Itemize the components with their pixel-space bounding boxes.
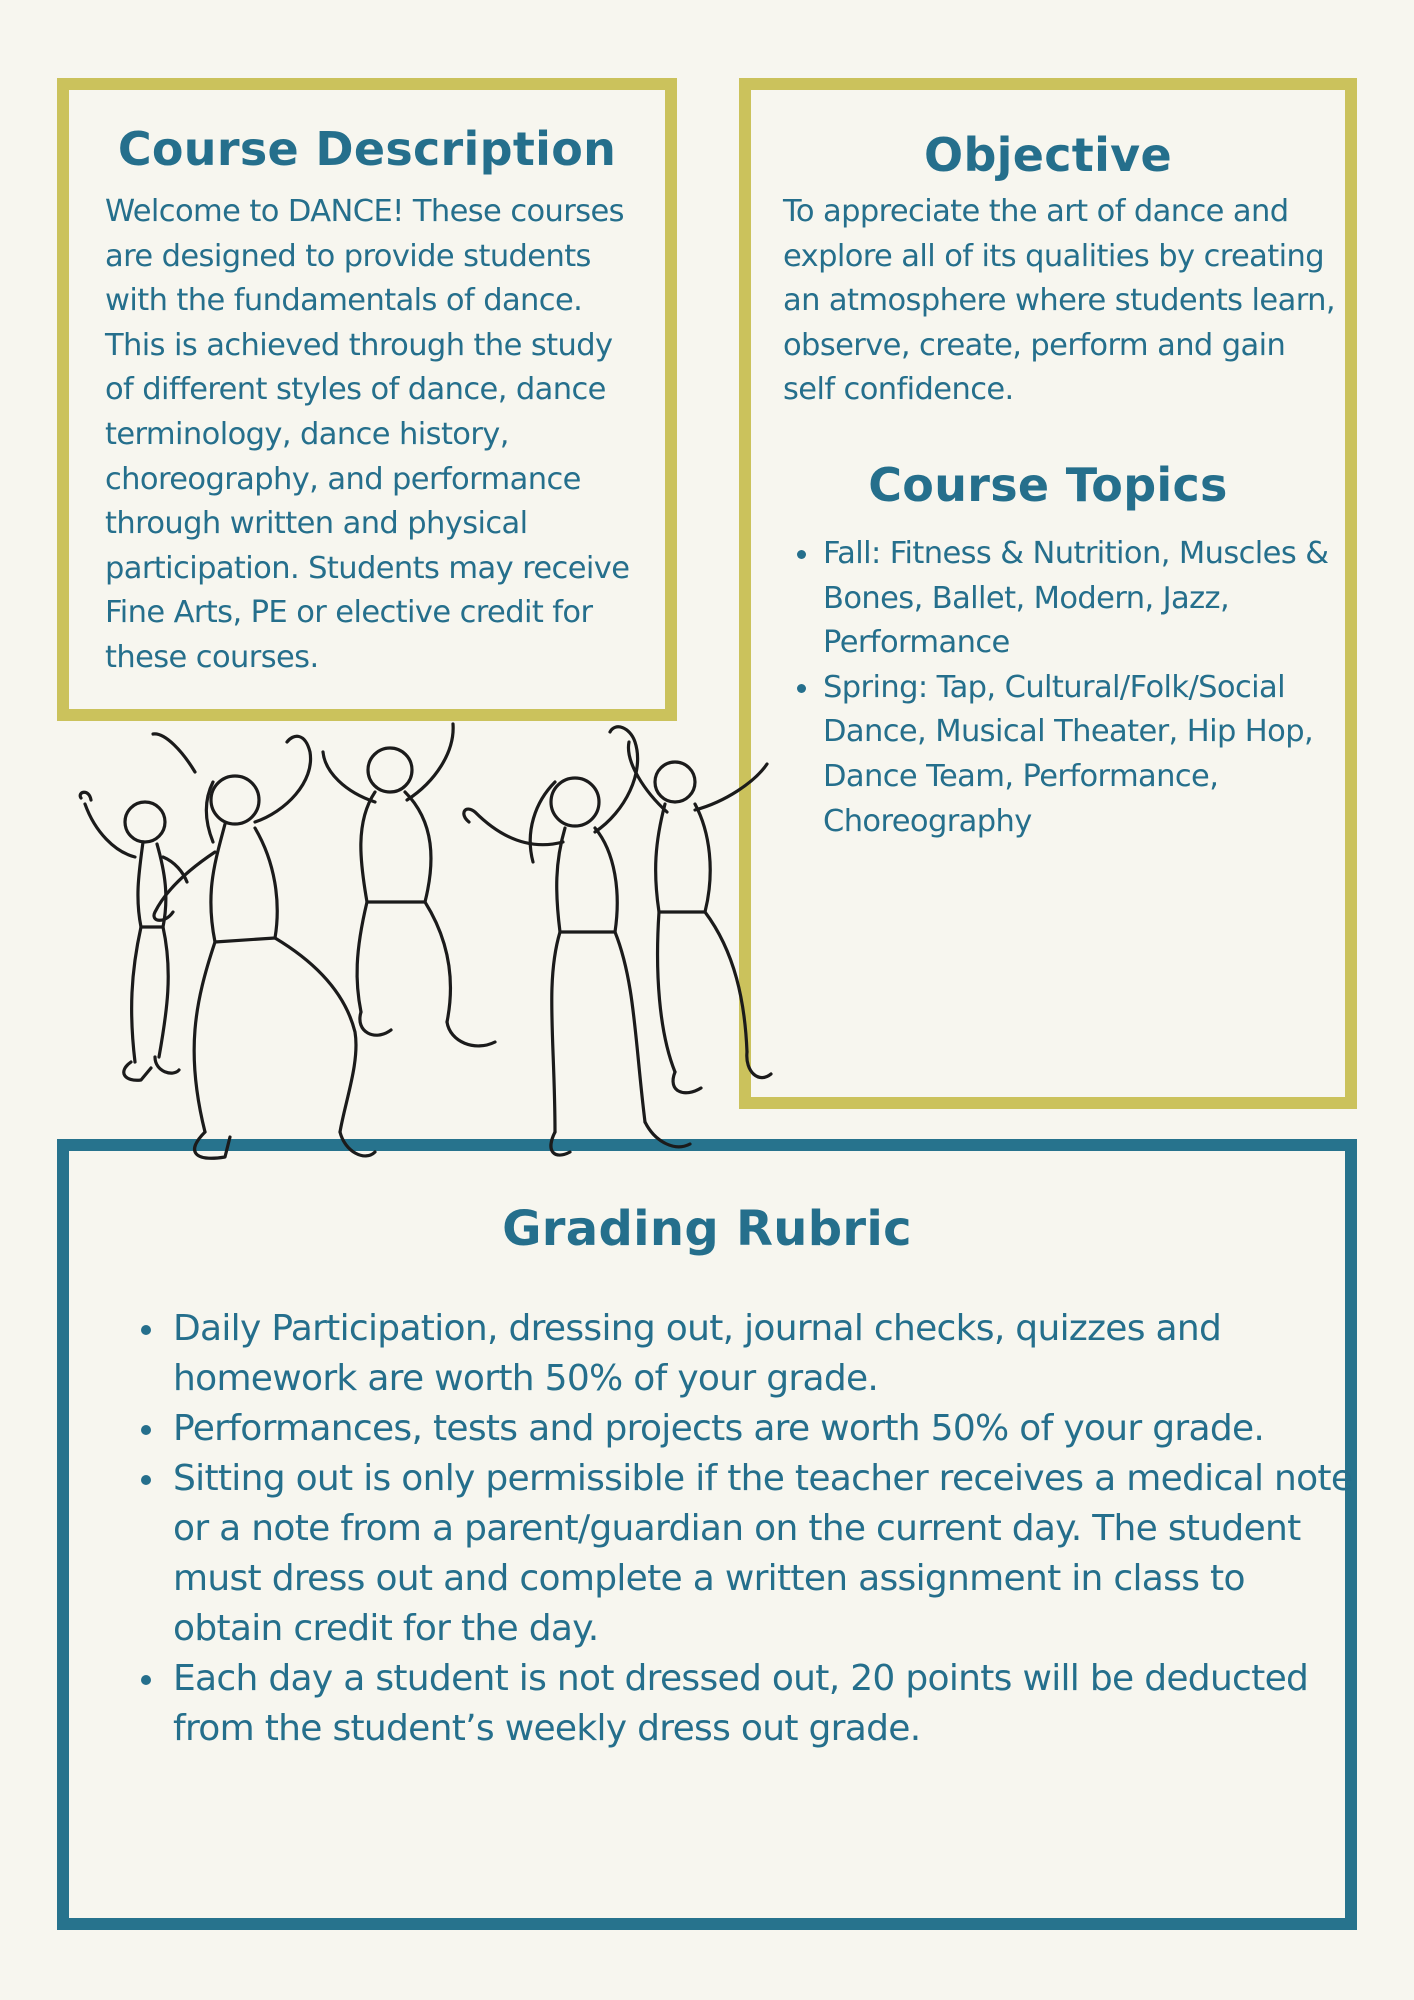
objective-heading: Objective (924, 128, 1172, 182)
course-description-text: Welcome to DANCE! These courses are designed to provide students with the fundamentals of dance. This is achieved through the study of different styles of dance, dance terminology, dance history, choreography, and performance through written and physical participation. Students may receive Fine Arts, PE or elective credit for these courses. (105, 194, 630, 675)
rubric-item-performances: Performances, tests and projects are worth 50% of your grade. (173, 1404, 1363, 1454)
topic-item-spring: Spring: Tap, Cultural/Folk/Social Dance, Musical Theater, Hip Hop, Dance Team, Performance, Choreography (823, 666, 1383, 844)
dancer-figure-5 (628, 742, 771, 1093)
objective-text: To appreciate the art of dance and explore all of its qualities by creating an atmosphere where students learn, observe, create, perform and gain self confidence. (783, 194, 1335, 408)
objective-section (739, 78, 1357, 1109)
course-topics-list (783, 532, 1383, 844)
grading-rubric-list (127, 1304, 1363, 1754)
course-description-section (57, 78, 677, 721)
dancer-figure-1 (80, 792, 187, 1080)
grading-rubric-section (57, 1139, 1357, 1930)
topic-item-fall: Fall: Fitness & Nutrition, Muscles & Bones, Ballet, Modern, Jazz, Performance (823, 532, 1383, 666)
grading-rubric-heading: Grading Rubric (502, 1201, 912, 1257)
dancer-figure-3 (323, 724, 495, 1046)
dancer-figure-2 (153, 734, 375, 1158)
course-topics-heading: Course Topics (868, 458, 1228, 512)
course-description-heading: Course Description (117, 122, 617, 176)
dancers-line-art-icon (55, 712, 775, 1172)
rubric-item-participation: Daily Participation, dressing out, journal checks, quizzes and homework are worth 50% of your grade. (173, 1304, 1363, 1404)
rubric-item-sitting-out: Sitting out is only permissible if the teacher receives a medical note or a note from a parent/guardian on the current day. The student must dress out and complete a written assignment in class to obtain credit for the day. (173, 1454, 1363, 1654)
rubric-item-dress-out: Each day a student is not dressed out, 20 points will be deducted from the student’s weekly dress out grade. (173, 1654, 1363, 1754)
